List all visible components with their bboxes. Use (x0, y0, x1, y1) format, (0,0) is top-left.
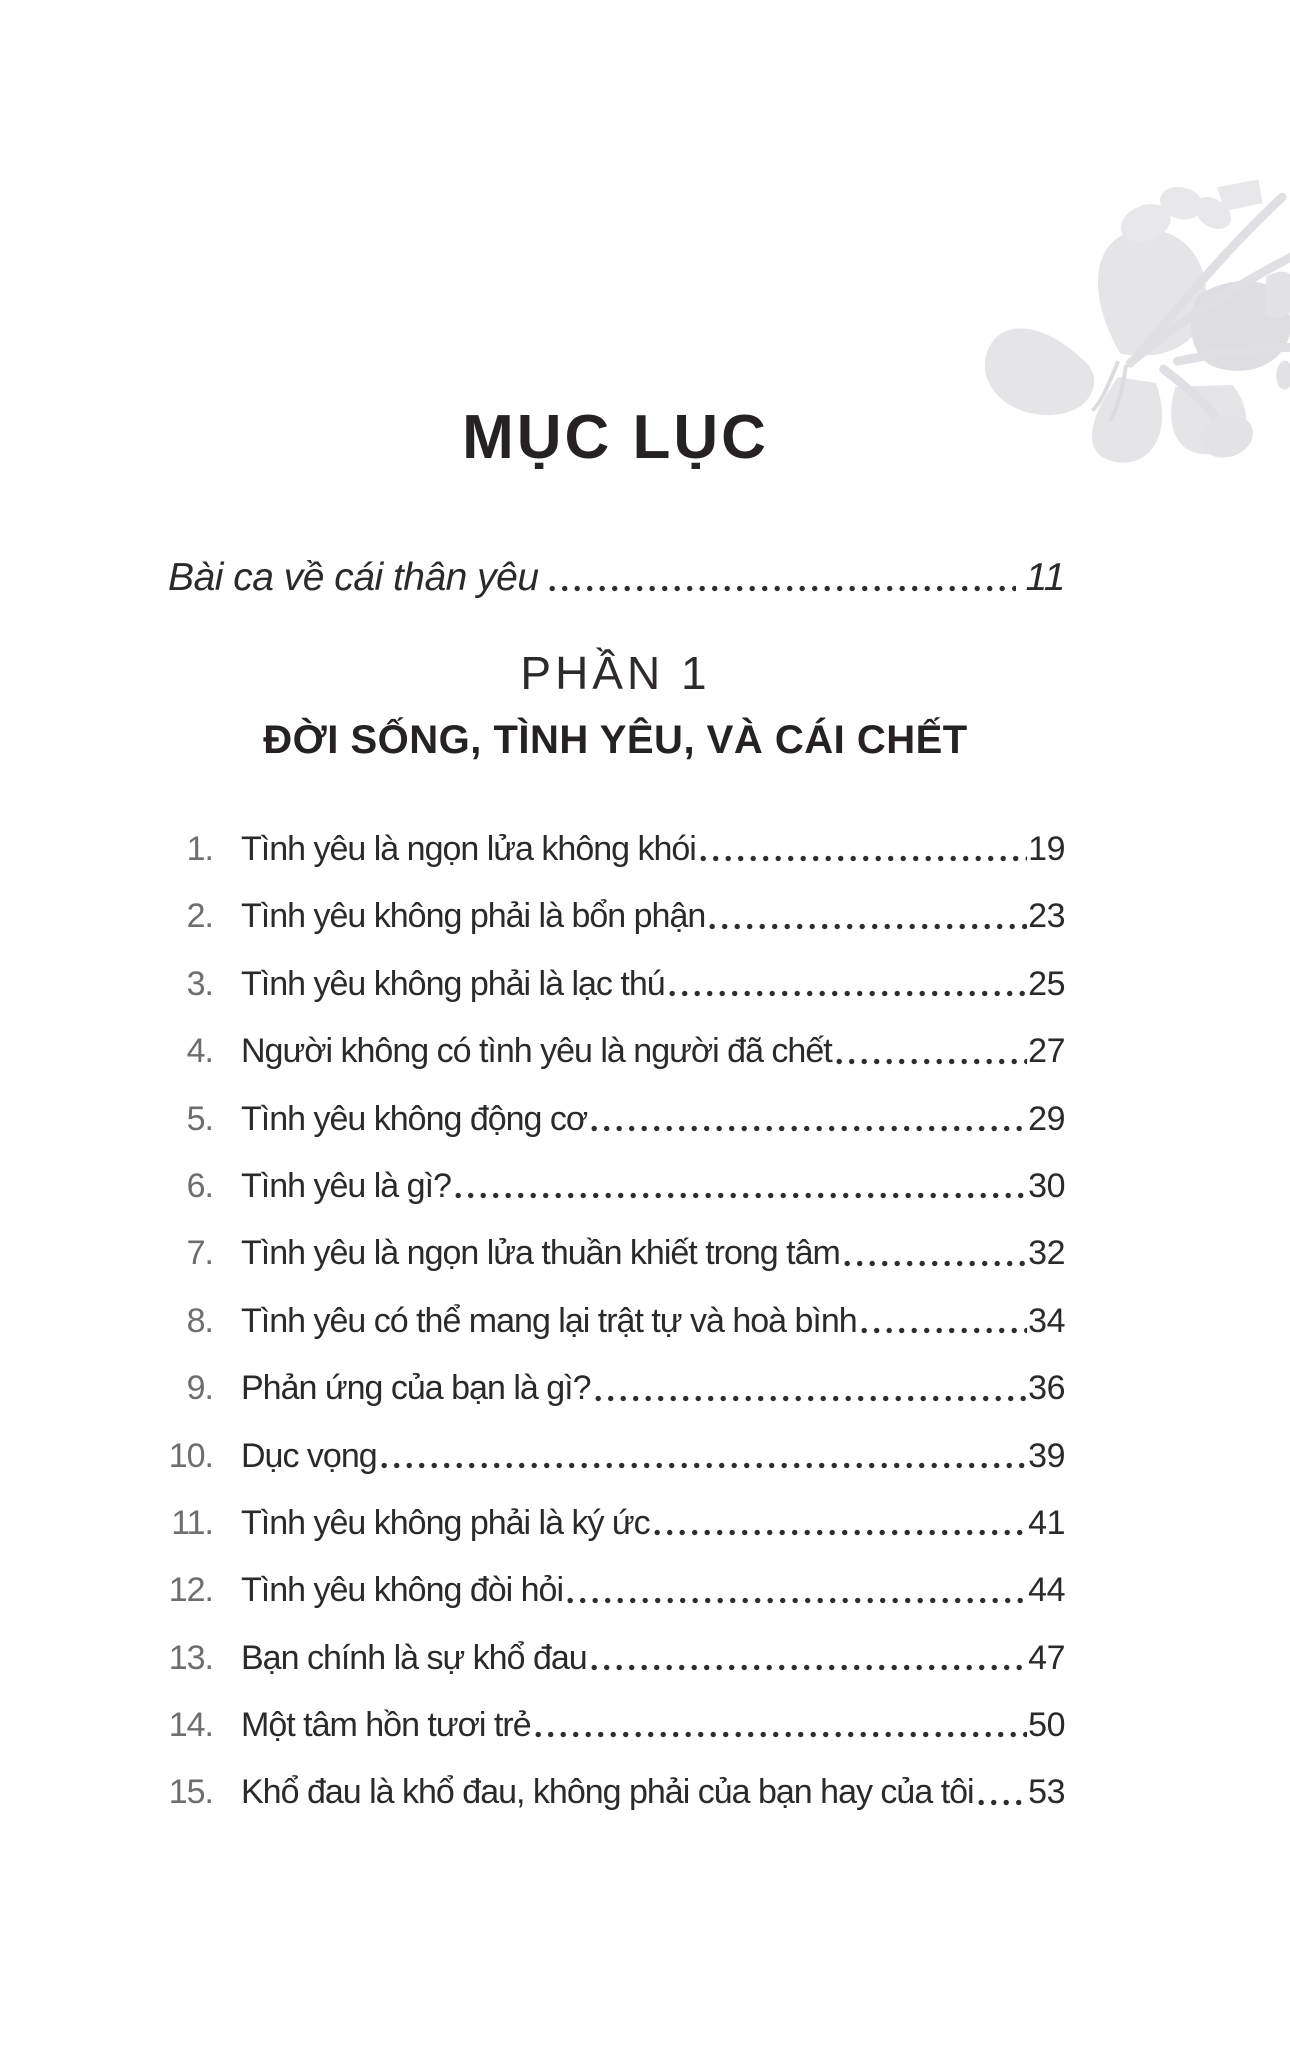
leader-dots (654, 1529, 1028, 1536)
entry-title: Tình yêu không phải là lạc thú (241, 964, 665, 1003)
front-matter-row (168, 549, 1065, 607)
toc-entry (166, 1625, 1065, 1692)
front-matter-label: Bài ca về cái thân yêu (168, 556, 539, 599)
entry-number: 12. (168, 1571, 213, 1610)
entry-page-number: 25 (1028, 964, 1065, 1003)
entry-number: 5. (186, 1099, 213, 1138)
toc-entry (166, 1490, 1065, 1557)
toc-entry (166, 1288, 1065, 1355)
entry-page-number: 36 (1028, 1369, 1065, 1408)
part-kicker: PHẦN 1 (520, 647, 711, 699)
toc-entry (166, 1557, 1065, 1624)
toc-entry (166, 1153, 1065, 1220)
entry-page-number: 44 (1028, 1571, 1065, 1610)
entry-page-number: 39 (1028, 1436, 1065, 1475)
entry-title: Tình yêu không phải là bổn phận (241, 897, 706, 936)
entry-number: 14. (168, 1706, 213, 1745)
entry-number: 2. (186, 897, 213, 936)
entry-page-number: 27 (1028, 1032, 1065, 1071)
entry-page-number: 53 (1028, 1773, 1065, 1812)
entry-title: Tình yêu không đòi hỏi (241, 1571, 564, 1610)
entry-page-number: 30 (1028, 1166, 1065, 1205)
entry-number: 4. (186, 1032, 213, 1071)
entry-page-number: 47 (1028, 1638, 1065, 1677)
entry-number: 6. (186, 1166, 213, 1205)
entry-title: Tình yêu không phải là ký ức (241, 1503, 650, 1542)
toc-entry (166, 1355, 1065, 1422)
entry-number: 13. (168, 1638, 213, 1677)
entry-number: 1. (186, 830, 213, 868)
leader-dots (595, 1395, 1028, 1402)
entry-page-number: 29 (1028, 1099, 1065, 1138)
entry-title: Tình yêu có thể mang lại trật tự và hoà bình (241, 1301, 857, 1340)
entry-number: 7. (186, 1234, 213, 1273)
toc-entry (166, 1086, 1065, 1153)
entry-page-number: 23 (1028, 897, 1065, 936)
entry-title: Tình yêu là gì? (241, 1166, 451, 1205)
leader-dots (861, 1327, 1027, 1334)
front-matter-page-number: 11 (1025, 556, 1065, 599)
toc-entry (166, 883, 1065, 950)
toc-entry (166, 1220, 1065, 1287)
leader-dots (591, 1664, 1028, 1671)
toc-entry (166, 1692, 1065, 1759)
entry-page-number: 32 (1028, 1234, 1065, 1273)
leader-dots (535, 1731, 1028, 1738)
entry-page-number: 19 (1028, 830, 1065, 868)
part-title: ĐỜI SỐNG, TÌNH YÊU, VÀ CÁI CHẾT (263, 718, 968, 762)
page-title: MỤC LỤC (462, 403, 769, 472)
entry-number: 15. (168, 1773, 213, 1812)
toc-entry (166, 951, 1065, 1018)
toc-entry (166, 816, 1065, 883)
entry-page-number: 50 (1028, 1706, 1065, 1745)
entry-number: 8. (186, 1301, 213, 1340)
toc-list (166, 816, 1065, 1827)
entry-title: Phản ứng của bạn là gì? (241, 1369, 591, 1408)
toc-entry (166, 1018, 1065, 1085)
entry-number: 10. (168, 1436, 213, 1475)
toc-entry (166, 1759, 1065, 1826)
entry-page-number: 41 (1028, 1503, 1065, 1542)
entry-number: 9. (186, 1369, 213, 1408)
leader-dots (669, 990, 1028, 997)
entry-title: Tình yêu là ngọn lửa không khói (241, 830, 696, 868)
entry-page-number: 34 (1028, 1301, 1065, 1340)
entry-title: Khổ đau là khổ đau, không phải của bạn hay của tôi (241, 1773, 974, 1812)
leader-dots (709, 923, 1027, 930)
entry-title: Bạn chính là sự khổ đau (241, 1638, 587, 1677)
leader-dots (455, 1192, 1027, 1199)
toc-entry (166, 1423, 1065, 1490)
leader-dots (700, 855, 1027, 862)
leader-dots (549, 585, 1016, 592)
toc-content (166, 0, 1065, 2048)
leader-dots (836, 1058, 1027, 1065)
entry-title: Tình yêu là ngọn lửa thuần khiết trong tâm (241, 1234, 840, 1273)
entry-title: Một tâm hồn tươi trẻ (241, 1706, 531, 1745)
entry-title: Dục vọng (241, 1436, 377, 1475)
entry-title: Người không có tình yêu là người đã chết (241, 1032, 832, 1071)
leader-dots (591, 1125, 1027, 1132)
leader-dots (978, 1799, 1028, 1806)
leader-dots (567, 1597, 1027, 1604)
leader-dots (381, 1462, 1028, 1469)
leader-dots (844, 1260, 1027, 1267)
entry-title: Tình yêu không động cơ (241, 1099, 588, 1138)
entry-number: 11. (171, 1503, 213, 1542)
entry-number: 3. (186, 964, 213, 1003)
